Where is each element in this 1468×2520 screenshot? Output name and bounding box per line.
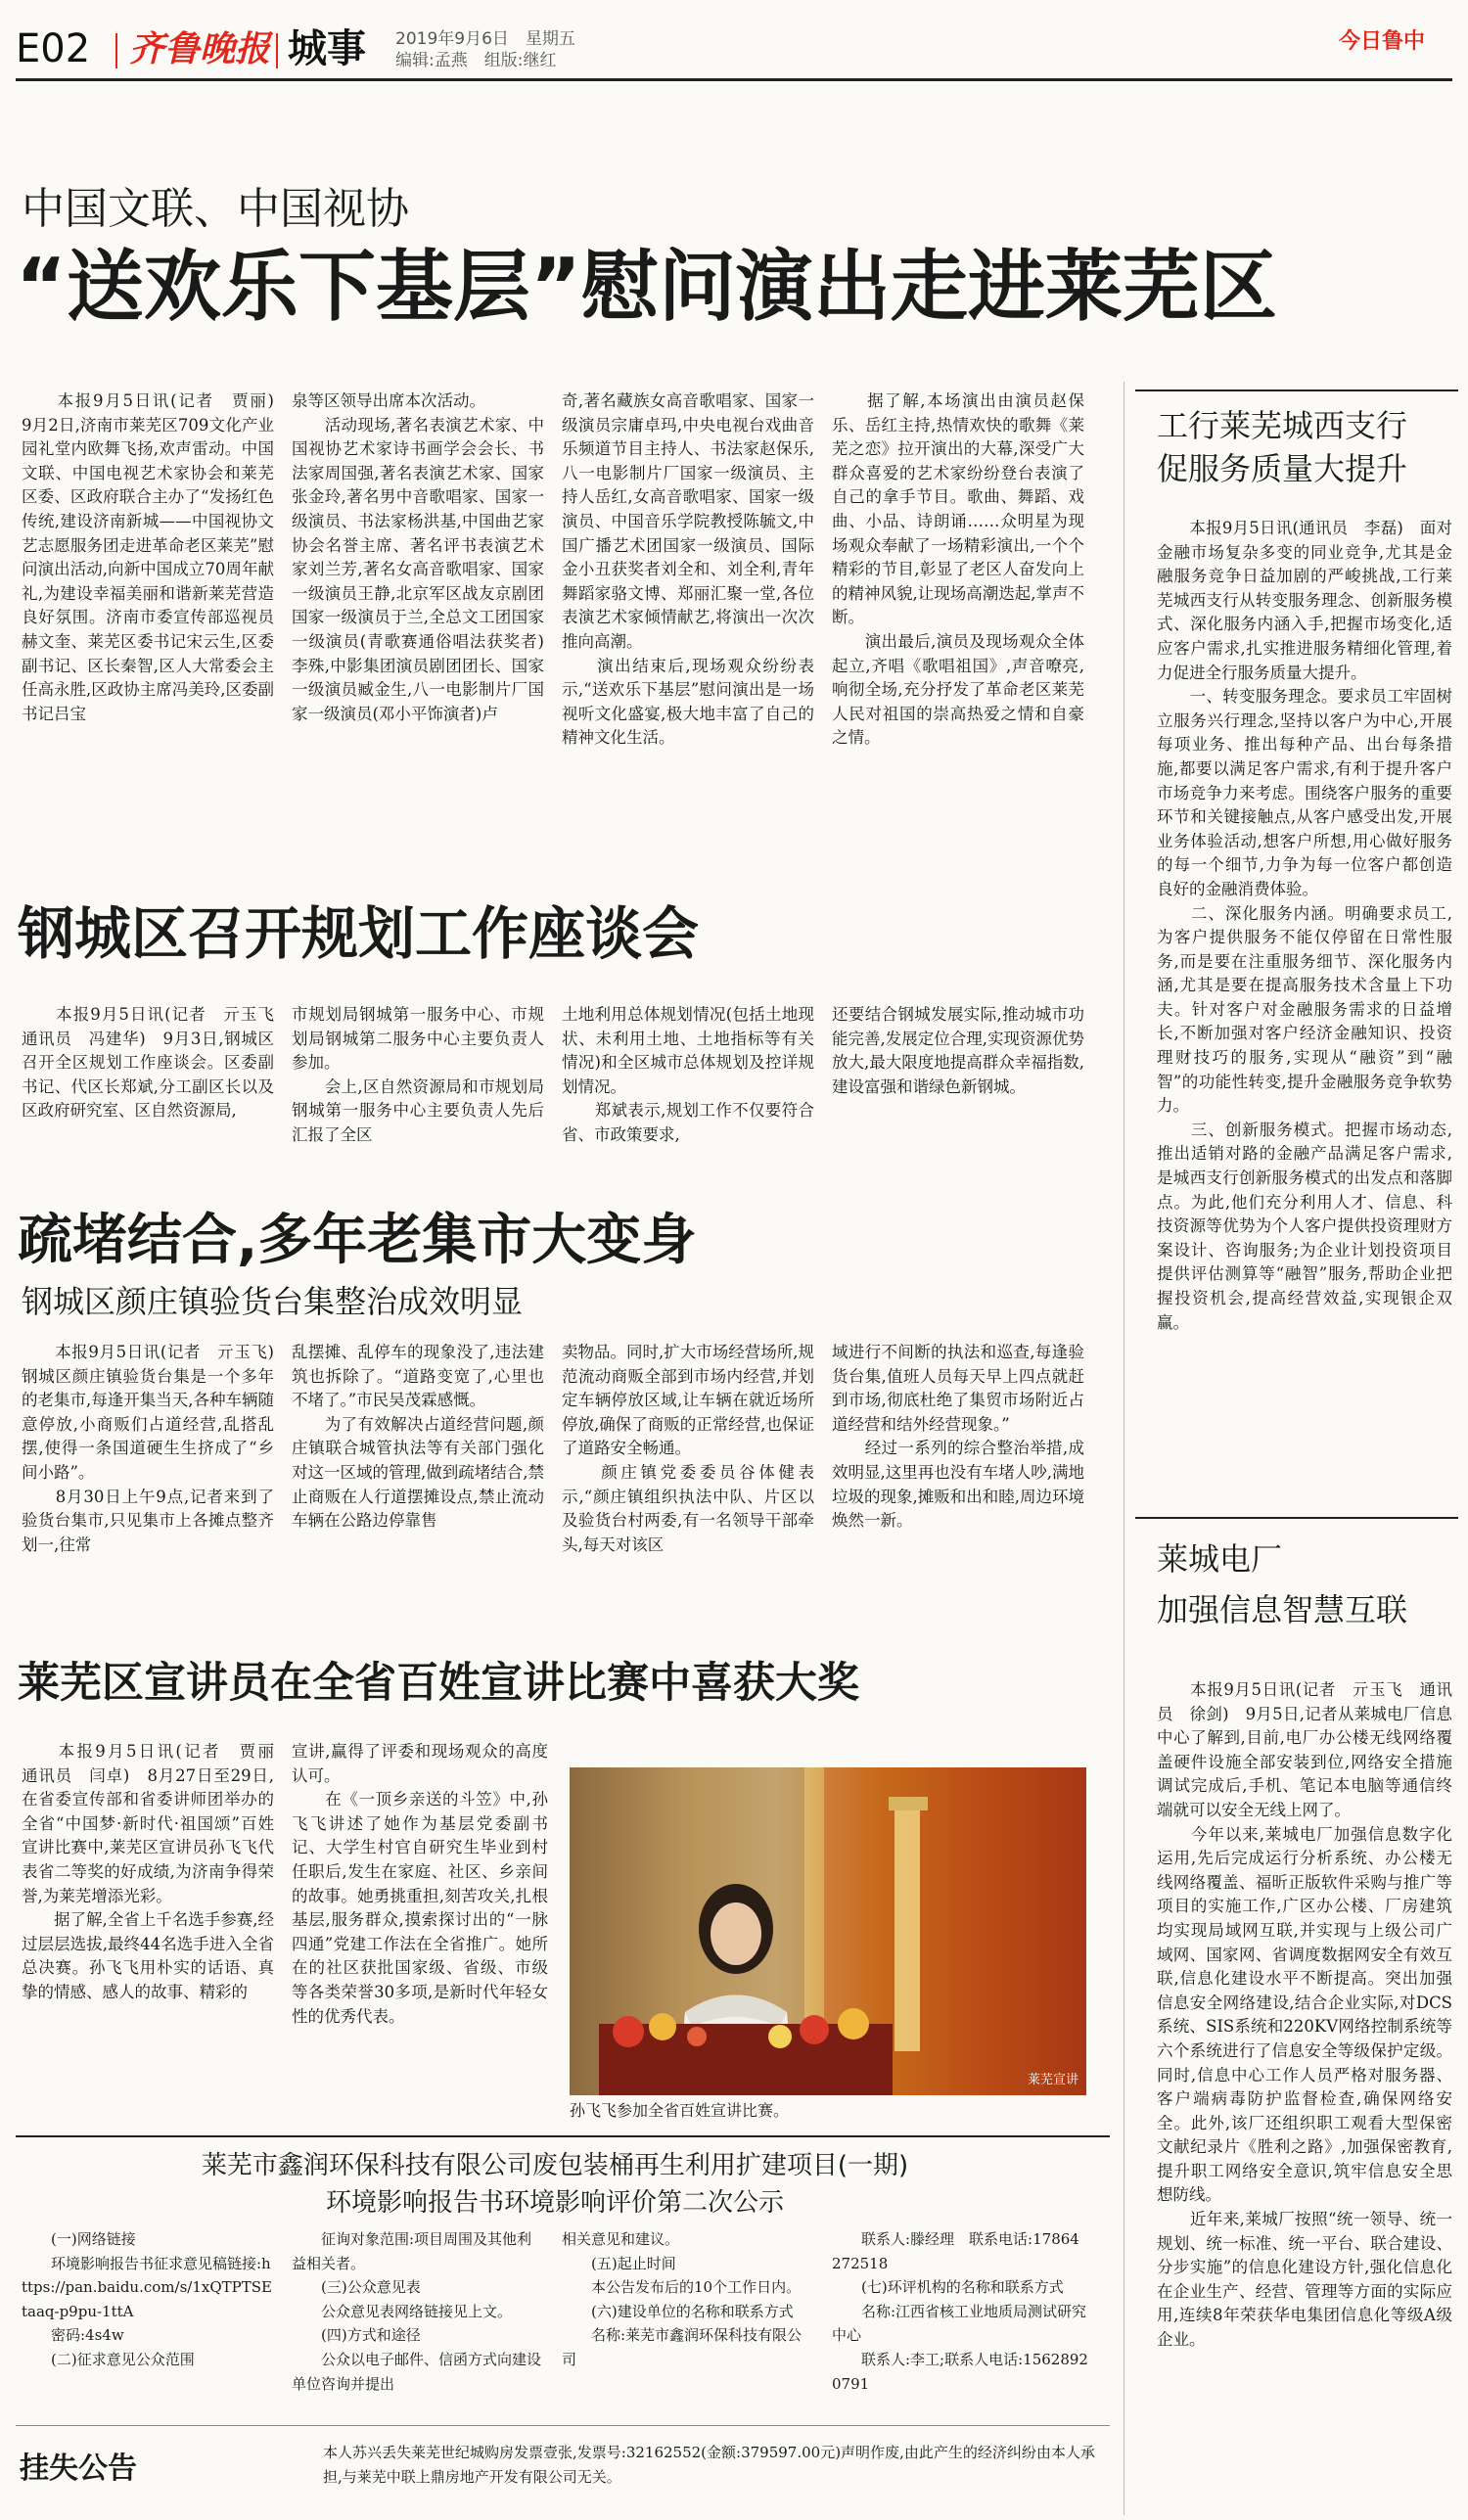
page-code: E02 (16, 26, 91, 71)
article-column: 本报9月5日讯(记者 贾丽 通讯员 闫卓) 8月27日至29日,在省委宣传部和省委讲师团举办的全省“中国梦·新时代·祖国颂”百姓宣讲比赛中,莱芜区宣讲员孙飞飞代表省二等奖的好成绩,为济南争得荣誉,为莱芜增添光彩。 据了解,全省上千名选手参赛,经过层层选拔,最终44名选手进入全省总决赛。孙飞飞用朴实的话语、真挚的情感、感人的故事、精彩的 (22, 1742, 274, 2001)
photo-watermark: 莱芜宣讲 (1027, 2073, 1078, 2087)
lost-body: 本人苏兴丢失莱芜世纪城购房发票壹张,发票号:32162552(金额:379597.00元)声明作废,由此产生的经济纠纷由本人承担,与莱芜中联上鼎房地产开发有限公司无关。 (323, 2444, 1095, 2486)
sidebar-headline: 莱城电厂 (1157, 1540, 1283, 1578)
sidebar-body: 本报9月5日讯(记者 亓玉飞 通讯员 徐剑) 9月5日,记者从莱城电厂信息中心了解到,目前,电厂办公楼无线网络覆盖硬件设施全部安装到位,网络安全措施调试完成后,手机、笔记本电脑等通信终端就可以安全无线上网了。 今年以来,莱城电厂加强信息数字化运用,先后完成运行分析系统、办公楼无线网络覆盖、福昕正版软件采购与推广等项目的实施工作,广区办公楼、厂房建筑均实现局域网互联,并实现与上级公司广域网、国家网、省调度数据网安全有效互联,信息化建设水平不断提高。突出加强信息安全网络建设,结合企业实际,对DCS系统、SIS系统和220KV网络控制系统等六个系统进行了信息安全等级保护定级。同时,信息中心工作人员严格对服务器、客户端病毒防护监督检查,确保网络安全。此外,该厂还组织职工观看大型保密文献纪录片《胜利之路》,加强保密教育,提升职工网络安全意识,筑牢信息安全思想防线。 近年来,莱城厂按照“统一领导、统一规划、统一标准、统一平台、联合建设、分步实施”的信息化建设方针,强化信息化在企业生产、经营、管理等方面的实际应用,连续8年荣获华电集团信息化等级A级企业。 (1157, 1680, 1452, 2350)
article-column: 本报9月5日讯(记者 亓玉飞) 钢城区颜庄镇验货台集是一个多年的老集市,每逢开集当天,各种车辆随意停放,小商贩们占道经营,乱搭乱摆,使得一条国道硬生生挤成了“乡间小路”。 8月30日上午9点,记者来到了验货台集市,只见集市上各摊点整齐划一,往常 (22, 1343, 274, 1554)
sidebar-headline: 加强信息智慧互联 (1157, 1591, 1408, 1628)
masthead-divider (115, 33, 117, 69)
article-column: 还要结合钢城发展实际,推动城市功能完善,发展定位合理,实现资源优势放大,最大限度地提高群众幸福指数,建设富强和谐绿色新钢城。 (832, 1005, 1084, 1096)
photo-illustration (570, 1767, 1086, 2095)
notice-column: 相关意见和建议。 (五)起止时间 本公告发布后的10个工作日内。 (六)建设单位的名称和联系方式 名称:莱芜市鑫润环保科技有限公司 (562, 2230, 803, 2368)
paper-name-logo: 齐鲁晚报 (129, 29, 271, 69)
section-tag: 今日鲁中 (1339, 29, 1426, 54)
masthead-rule (16, 78, 1452, 81)
story-photo (570, 1767, 1086, 2095)
story-kicker: 中国文联、中国视协 (22, 184, 409, 234)
article-column: 本报9月5日讯(记者 贾丽) 9月2日,济南市莱芜区709文化产业园礼堂内欧舞飞扬,欢声雷动。中国文联、中国电视艺术家协会和莱芜区委、区政府联合主办了“发扬红色传统,建设济南新城——中国视协文艺志愿服务团走进革命老区莱芜”慰问演出活动,向新中国成立70周年献礼,为建设幸福美丽和谐新莱芜营造良好氛围。济南市委宣传部巡视员赫文奎、莱芜区委书记宋云生,区委副书记、区长秦智,区人大常委会主任高永胜,区政协主席冯美玲,区委副书记吕宝 (22, 391, 291, 723)
masthead-divider (276, 33, 278, 69)
story-headline: 钢城区召开规划工作座谈会 (18, 900, 700, 967)
story-subhead: 钢城区颜庄镇验货台集整治成效明显 (22, 1283, 524, 1320)
lost-title: 挂失公告 (20, 2451, 137, 2486)
article-column: 宣讲,赢得了评委和现场观众的高度认可。 在《一顶乡亲送的斗笠》中,孙飞飞讲述了她作为基层党委副书记、大学生村官自研究生毕业到村任职后,发生在家庭、社区、乡亲间的故事。她勇挑重担,刻苦攻关,扎根基层,服务群众,摸索探讨出的“一脉四通”党建工作法在全省推广。她所在的社区获批国家级、省级、市级等各类荣誉30多项,是新时代年轻女性的优秀代表。 (292, 1742, 548, 2026)
notice-title: 环境影响报告书环境影响评价第二次公示 (325, 2188, 784, 2218)
story-headline: “送欢乐下基层”慰问演出走进莱芜区 (16, 242, 1277, 332)
article-column: 本报9月5日讯(记者 亓玉飞 通讯员 冯建华) 9月3日,钢城区召开全区规划工作座谈会。区委副书记、代区长郑斌,分工副区长以及区政府研究室、区自然资源局, (22, 1005, 291, 1121)
article-column: 据了解,本场演出由演员赵保乐、岳红主持,热情欢快的歌舞《莱芜之恋》拉开演出的大幕,深受广大群众喜爱的艺术家纷纷登台表演了自己的拿手节目。歌曲、舞蹈、戏曲、小品、诗朗诵……众明星为现场观众奉献了一场精彩演出,一个个精彩的节目,彰显了老区人奋发向上的精神风貌,让现场高潮迭起,掌声不断。 演出最后,演员及现场观众全体起立,齐唱《歌唱祖国》,声音嘹亮,响彻全场,充分抒发了革命老区莱芜人民对祖国的崇高热爱之情和自豪之情。 (832, 391, 1084, 748)
article-column: 乱摆摊、乱停车的现象没了,违法建筑也拆除了。“道路变宽了,心里也不堵了。”市民吴茂霖感慨。 为了有效解决占道经营问题,颜庄镇联合城管执法等有关部门强化对这一区域的管理,做到疏堵结合,禁止商贩在人行道摆摊设点,禁止流动车辆在公路边停靠售 (292, 1343, 544, 1531)
notice-column: 联系人:滕经理 联系电话:17864272518 (七)环评机构的名称和联系方式 名称:江西省核工业地质局测试研究中心 联系人:李工;联系人电话:15628920791 (832, 2230, 1088, 2393)
date-line: 2019年9月6日 星期五 (395, 29, 575, 49)
article-column: 域进行不间断的执法和巡查,每逢验货台集,值班人员每天早上四点就赶到市场,彻底杜绝了集贸市场附近占道经营和结外经营现象。” 经过一系列的综合整治举措,成效明显,这里再也没有车堵人吵,满地垃圾的现象,摊贩和出和睦,周边环境焕然一新。 (832, 1343, 1084, 1531)
sidebar-rule (1135, 389, 1458, 391)
article-column: 土地利用总体规划情况(包括土地现状、未利用土地、土地指标等有关情况)和全区城市总体规划及控详规划情况。 郑斌表示,规划工作不仅要符合省、市政策要求, (562, 1005, 814, 1144)
editor-line: 编辑:孟燕 组版:继红 (395, 51, 557, 70)
lost-rule (16, 2425, 1110, 2426)
story-headline: 莱芜区宣讲员在全省百姓宣讲比赛中喜获大奖 (18, 1659, 859, 1708)
article-column: 泉等区领导出席本次活动。 活动现场,著名表演艺术家、中国视协艺术家诗书画学会会长、书法家周国强,著名表演艺术家、国家张金玲,著名男中音歌唱家、国家一级演员、书法家杨洪基,中国曲艺家协会名誉主席、著名评书表演艺术家刘兰芳,著名女高音歌唱家、国家一级演员王静,北京军区战友京剧团国家一级演员于兰,全总文工团国家一级演员(青歌赛通俗唱法获奖者)李殊,中影集团演员剧团团长、国家一级演员臧金生,八一电影制片厂国家一级演员(邓小平饰演者)卢 (292, 391, 544, 723)
sidebar-rule (1135, 1517, 1458, 1519)
article-column: 奇,著名藏族女高音歌唱家、国家一级演员宗庸卓玛,中央电视台戏曲音乐频道节目主持人、书法家赵保乐,八一电影制片厂国家一级演员、主持人岳红,女高音歌唱家、国家一级演员、中国音乐学院教授陈毓文,中国广播艺术团国家一级演员、国际金小丑获奖者刘全和、刘全利,青年舞蹈家骆文博、郑丽汇聚一堂,各位表演艺术家倾情献艺,将演出一次次推向高潮。 演出结束后,现场观众纷纷表示,“送欢乐下基层”慰问演出是一场视听文化盛宴,极大地丰富了自己的精神文化生活。 (562, 391, 814, 748)
article-column: 市规划局钢城第一服务中心、市规划局钢城第二服务中心主要负责人参加。 会上,区自然资源局和市规划局钢城第一服务中心主要负责人先后汇报了全区 (292, 1005, 544, 1144)
sidebar-headline: 促服务质量大提升 (1157, 450, 1408, 487)
sidebar-headline: 工行莱芜城西支行 (1157, 407, 1408, 444)
photo-caption: 孙飞飞参加全省百姓宣讲比赛。 (570, 2101, 790, 2120)
article-column: 卖物品。同时,扩大市场经营场所,规范流动商贩全部到市场内经营,并划定车辆停放区域,让车辆在就近场所停放,确保了商贩的正常经营,也保证了道路安全畅通。 颜庄镇党委委员谷体健表示,“颜庄镇组织执法中队、片区以及验货台村两委,有一名领导干部牵头,每天对该区 (562, 1343, 814, 1554)
sidebar-body: 本报9月5日讯(通讯员 李磊) 面对金融市场复杂多变的同业竞争,尤其是金融服务竞争日益加剧的严峻挑战,工行莱芜城西支行从转变服务理念、创新服务模式、深化服务内涵入手,把握市场变化,适应客户需求,扎实推进服务精细化管理,着力促进全行服务质量大提升。 一、转变服务理念。要求员工牢固树立服务兴行理念,坚持以客户为中心,开展每项业务、推出每种产品、出台每条措施,都要以满足客户需求,有利于提升客户市场竞争力来考虑。围绕客户服务的重要环节和关键接触点,从客户感受出发,开展业务体验活动,想客户所想,用心做好服务的每一个细节,力争为每一位客户都创造良好的金融消费体验。 二、深化服务内涵。明确要求员工,为客户提供服务不能仅停留在日常性服务,而是要在注重服务细节、深化服务内涵,尤其是要在提高服务技术含量上下功夫。针对客户对金融服务需求的日益增长,不断加强对客户经济金融知识、投资理财技巧的服务,实现从“融资”到“融智”的功能性转变,提升金融服务竞争软势力。 三、创新服务模式。把握市场动态,推出适销对路的金融产品满足客户需求,是城西支行创新服务模式的出发点和落脚点。为此,他们充分利用人才、信息、科技资源等优势为个人客户提供投资理财方案设计、咨询服务;为企业计划投资项目提供评估测算等“融智”服务,帮助企业把握投资机会,提高经营效益,实现银企双赢。 (1157, 519, 1452, 1332)
notice-title: 莱芜市鑫润环保科技有限公司废包装桶再生利用扩建项目(一期) (201, 2151, 909, 2180)
notice-column: (一)网络链接 环境影响报告书征求意见稿链接:https://pan.baidu.com/s/1xQTPTSEtaaq-p9pu-1ttA 密码:4s4w (二)征求意见公众范围 (22, 2230, 272, 2368)
notice-column: 征询对象范围:项目周围及其他利益相关者。 (三)公众意见表 公众意见表网络链接见上文。 (四)方式和途径 公众以电子邮件、信函方式向建设单位咨询并提出 (292, 2230, 542, 2393)
section-title: 城事 (288, 26, 366, 71)
story-headline: 疏堵结合,多年老集市大变身 (18, 1209, 697, 1272)
